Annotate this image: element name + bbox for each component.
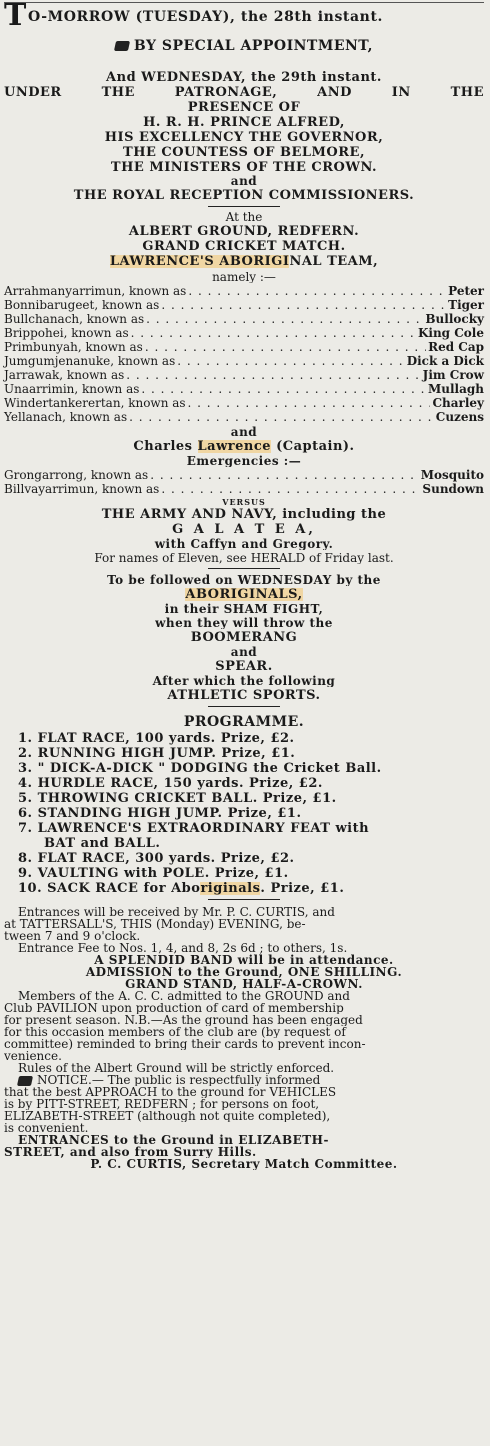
dot-leader [131,327,416,339]
caffyn-line: with Caffyn and Gregory. [154,538,334,550]
captain-line: Charles Lawrence (Captain). [133,440,355,453]
members-text: committee) reminded to bring their cards to prevent incon- [4,1038,366,1050]
programme-title: PROGRAMME. [183,715,305,729]
player-alias: Dick a Dick [406,354,484,368]
band-text: A SPLENDID BAND will be in attendance. [94,954,394,966]
player-name: Brippohei, known as [4,326,129,340]
player-row [4,285,484,297]
player-name: Billvayarrimun, known as [4,482,160,496]
boomerang-line: BOOMERANG [190,631,298,644]
player-alias: Mosquito [420,468,484,482]
player-row [4,369,484,381]
player-alias: Red Cap [428,340,484,354]
dot-leader [129,411,434,423]
rules-text: Rules of the Albert Ground will be strictly enforced. [18,1062,335,1074]
player-name: Unaarrimin, known as [4,382,140,396]
dot-leader [150,469,419,481]
aboriginals-line: ABORIGINALS, [185,588,303,601]
patron-ministers: THE MINISTERS OF THE CROWN. [110,161,378,174]
dot-leader [177,355,404,367]
player-name: Yellanach, known as [4,410,128,424]
dot-leader [188,285,446,297]
members-text: for present season. N.B.—As the ground has been engaged [4,1014,363,1026]
pointing-hand-icon [17,1076,33,1086]
army-navy-line: THE ARMY AND NAVY, including the [101,508,387,521]
and-spear-label: and [230,646,258,658]
followed-line: To be followed on WEDNESDAY by the [107,574,381,586]
dot-leader [126,369,420,381]
patron-governor: HIS EXCELLENCY THE GOVERNOR, [104,131,384,144]
player-alias: Mullagh [427,382,484,396]
programme-item: 8. FLAT RACE, 300 yards. Prize, £2. [18,852,295,865]
programme-item: 7. LAWRENCE'S EXTRAORDINARY FEAT with [18,822,370,835]
entrances-text: Entrances will be received by Mr. P. C. CURTIS, and [18,906,335,918]
player-row [4,411,484,423]
at-the: At the [225,211,263,223]
entrances-ground-text: STREET, and also from Surry Hills. [4,1146,257,1158]
player-row [4,355,484,367]
player-row [4,483,484,495]
members-text: venience. [4,1050,62,1062]
programme-item: 9. VAULTING with POLE. Prize, £1. [18,867,289,880]
entrances-text: tween 7 and 9 o'clock. [4,930,141,942]
patronage-line: UNDER THE PATRONAGE, AND IN THE [4,86,484,99]
player-name: Grongarrong, known as [4,468,149,482]
match-title: GRAND CRICKET MATCH. [142,240,346,253]
programme-item: 1. FLAT RACE, 100 yards. Prize, £2. [18,732,295,745]
notice-text: is by PITT-STREET, REDFERN ; for persons on foot, [4,1098,320,1110]
player-alias: Sundown [422,482,484,496]
and-text: and [230,175,258,187]
members-text: Club PAVILION upon production of card of membership [4,1002,344,1014]
programme-item: 3. " DICK-A-DICK " DODGING the Cricket Ball. [18,762,382,775]
and-captain-label: and [230,426,258,438]
player-row [4,299,484,311]
members-text: Members of the A. C. C. admitted to the GROUND and [18,990,350,1002]
entrances-text: at TATTERSALL'S, THIS (Monday) EVENING, be- [4,918,306,930]
wednesday-line: And WEDNESDAY, the 29th instant. [106,71,382,84]
players-list [4,285,484,423]
programme-item: 2. RUNNING HIGH JUMP. Prize, £1. [18,747,296,760]
player-name: Bonnibarugeet, known as [4,298,160,312]
divider [208,899,280,900]
pointing-hand-icon [114,41,130,51]
galatea-line: G A L A T E A, [172,523,316,536]
player-alias: Jim Crow [422,368,484,382]
programme-item: 4. HURDLE RACE, 150 yards. Prize, £2. [18,777,323,790]
grand-stand-text: GRAND STAND, HALF-A-CROWN. [125,978,363,990]
presence-line: PRESENCE OF [187,101,301,114]
player-alias: Cuzens [435,410,484,424]
divider [208,706,280,707]
athletic-sports-line: ATHLETIC SPORTS. [167,689,321,702]
programme-item: BAT and BALL. [44,837,161,850]
player-row [4,383,484,395]
player-name: Jumgumjenanuke, known as [4,354,176,368]
dot-leader [141,383,426,395]
throw-line: when they will throw the [155,617,333,629]
player-alias: Peter [448,284,484,298]
player-row [4,341,484,353]
entrance-fee-text: Entrance Fee to Nos. 1, 4, and 8, 2s 6d ; to others, 1s. [18,942,348,954]
signature: P. C. CURTIS, Secretary Match Committee. [90,1158,398,1170]
player-name: Primbunyah, known as [4,340,143,354]
player-alias: Tiger [448,298,484,312]
player-alias: Charley [432,396,484,410]
notices-section [4,906,484,1170]
after-line: After which the following [152,675,336,687]
ground-name: ALBERT GROUND, REDFERN. [128,225,360,238]
player-name: Arrahmanyarrimun, known as [4,284,187,298]
patron-countess: THE COUNTESS OF BELMORE, [123,146,365,159]
drop-cap: T [4,0,27,33]
patron-prince: H. R. H. PRINCE ALFRED, [143,116,345,129]
player-alias: King Cole [417,326,484,340]
programme-item: 5. THROWING CRICKET BALL. Prize, £1. [18,792,337,805]
notice-text: that the best APPROACH to the ground for VEHICLES [4,1086,337,1098]
emergencies-label: Emergencies :— [186,455,302,467]
namely-label: namely :— [212,271,276,283]
player-row [4,327,484,339]
notice-text: ELIZABETH-STREET (although not quite completed), [4,1110,331,1122]
entrances-ground-text: ENTRANCES to the Ground in ELIZABETH- [18,1134,329,1146]
divider [208,206,280,207]
emergencies-list [4,469,484,495]
spear-line: SPEAR. [215,660,273,673]
dot-leader [188,397,431,409]
player-name: Jarrawak, known as [4,368,125,382]
player-name: Bullchanach, known as [4,312,145,326]
versus-label: VERSUS [222,498,266,506]
date-line: O-MORROW (TUESDAY), the 28th instant. [27,9,383,25]
notice-text: NOTICE.— The public is respectfully informed [4,1074,484,1086]
dot-leader [161,483,420,495]
appointment-line: BY SPECIAL APPOINTMENT, [4,39,484,53]
dot-leader [145,341,426,353]
patron-commissioners: THE ROYAL RECEPTION COMMISSIONERS. [73,189,415,202]
date-headline [4,0,484,35]
player-row [4,313,484,325]
player-row [4,469,484,481]
team-title: LAWRENCE'S ABORIGINAL TEAM, [109,255,379,268]
sham-fight-line: in their SHAM FIGHT, [164,603,324,615]
members-text: for this occasion members of the club are (by request of [4,1026,346,1038]
admission-text: ADMISSION to the Ground, ONE SHILLING. [85,966,403,978]
player-row [4,397,484,409]
player-alias: Bullocky [425,312,484,326]
notice-text: is convenient. [4,1122,89,1134]
dot-leader [161,299,446,311]
divider [208,568,280,569]
player-name: Windertankerertan, known as [4,396,186,410]
programme-list [4,732,484,880]
dot-leader [146,313,423,325]
eleven-names-line: For names of Eleven, see HERALD of Friday last. [94,552,394,564]
programme-item: 10. SACK RACE for Aboriginals. Prize, £1. [18,882,345,895]
programme-item: 6. STANDING HIGH JUMP. Prize, £1. [18,807,302,820]
